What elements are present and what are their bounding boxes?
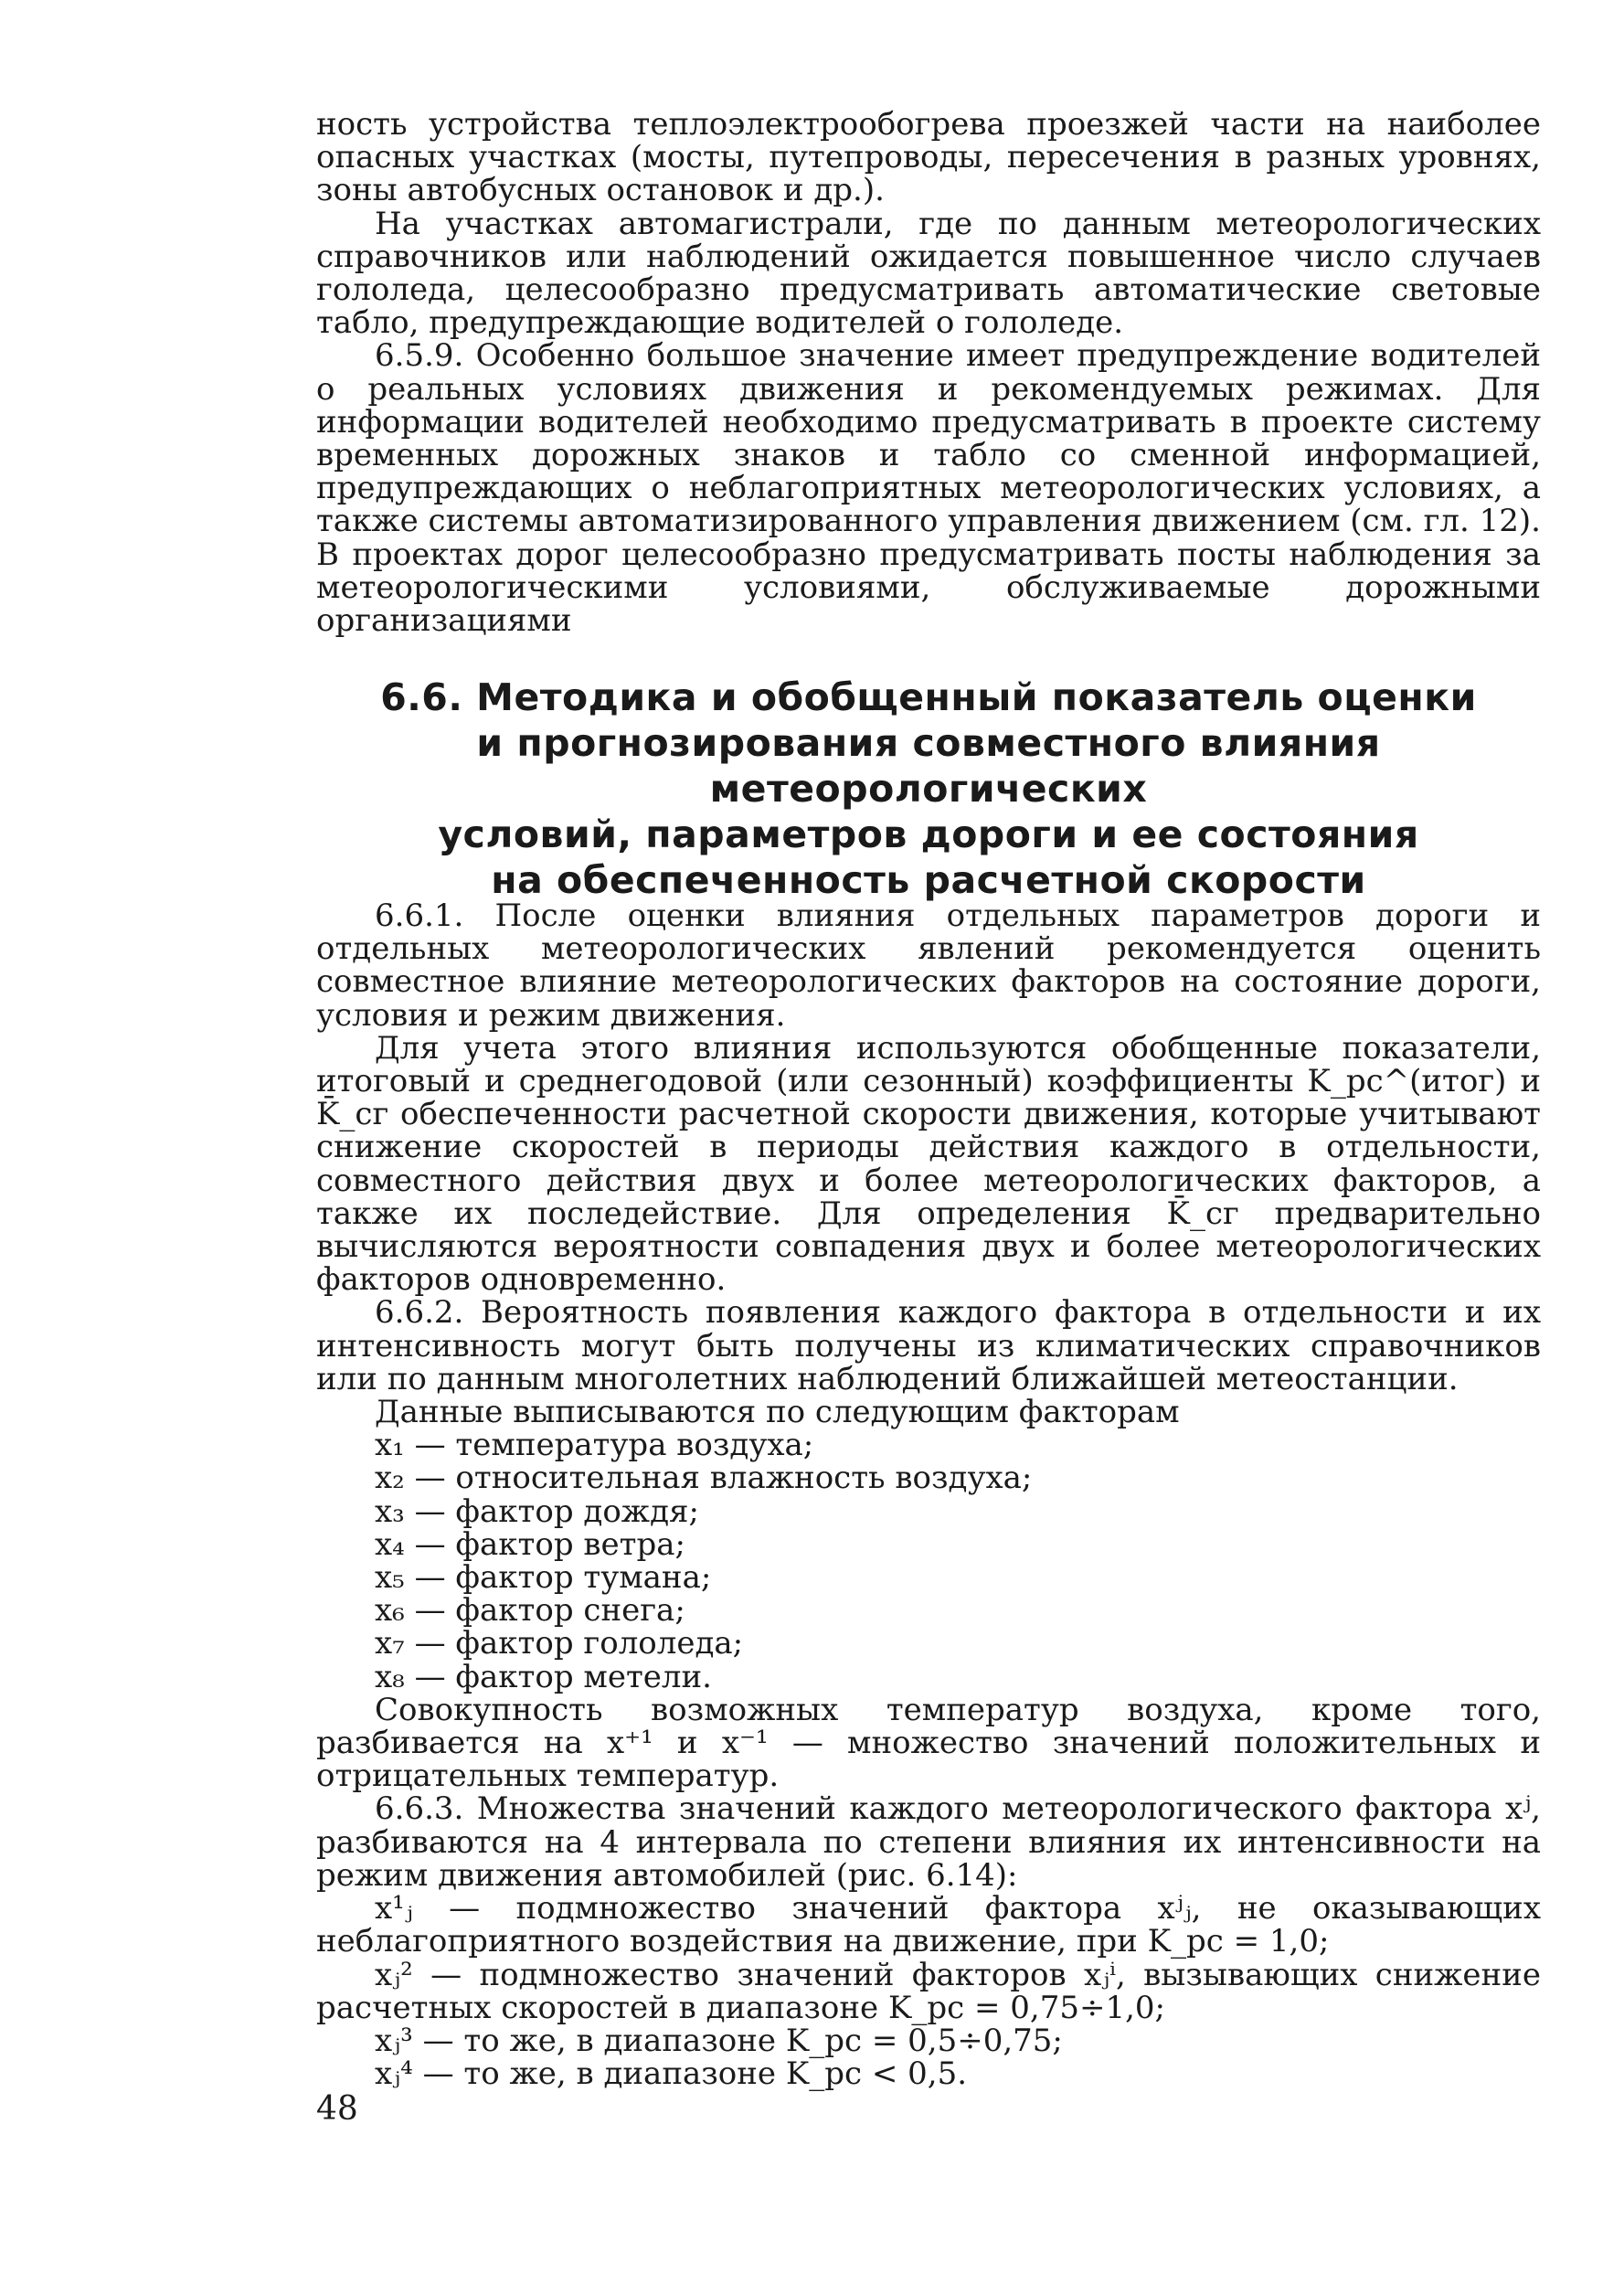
- heading-line: 6.6. Методика и обобщенный показатель оценки: [380, 675, 1477, 719]
- paragraph-6-6-2: 6.6.2. Вероятность появления каждого фактора в отдельности и их интенсивность могут быть получены из климатических справочников или по данным многолетних наблюдений ближайшей метеостанции.: [316, 1294, 1541, 1397]
- factor-list-item: x₄ — фактор ветра;: [375, 1525, 685, 1563]
- page-number: 48: [316, 2090, 358, 2128]
- heading-line: и прогнозирования совместного влияния метеорологических: [476, 721, 1381, 811]
- paragraph-6-5-9: 6.5.9. Особенно большое значение имеет предупреждение водителей о реальных условиях движения и рекомендуемых режимах. Для информации водителей необходимо предусматривать в проекте систему временных дорожных знаков и табло со сменной информацией, предупреждающих о неблагоприятных метеорологических условиях, а также системы автоматизированного управления движением (см. гл. 12). В проектах дорог целесообразно предусматривать посты наблюдения за метеорологическими условиями, обслуживаемые дорожными организациями: [316, 337, 1541, 640]
- section-text-block: [316, 897, 1541, 2093]
- factor-list-item: x₃ — фактор дождя;: [375, 1492, 699, 1530]
- factor-list-item: x₈ — фактор метели.: [375, 1658, 712, 1695]
- factor-list-item: x₁ — температура воздуха;: [375, 1427, 814, 1464]
- factor-list-item: x₆ — фактор снега;: [375, 1592, 685, 1630]
- top-text-block: [316, 106, 1541, 640]
- section-heading: [316, 674, 1541, 903]
- paragraph-continuation: ность устройства теплоэлектрообогрева проезжей части на наиболее опасных участках (мосты, путепроводы, пересечения в разных уровнях, зоны автобусных остановок и др.).: [316, 106, 1541, 209]
- subset-definition: xⱼ⁴ — то же, в диапазоне K_рс < 0,5.: [375, 2055, 968, 2093]
- paragraph-6-6-1: 6.6.1. После оценки влияния отдельных параметров дороги и отдельных метеорологических явлений рекомендуется оценить совместное влияние метеорологических факторов на состояние дороги, условия и режим движения.: [316, 897, 1541, 1034]
- paragraph-factors-intro: Данные выписываются по следующим факторам: [375, 1394, 1180, 1431]
- paragraph-ice-warning-signs: На участках автомагистрали, где по данным метеорологических справочников или наблюдений ожидается повышенное число случаев гололеда, целесообразно предусматривать автоматические световые табло, предупреждающие водителей о гололеде.: [316, 205, 1541, 342]
- subset-definition: xⱼ³ — то же, в диапазоне K_рс = 0,5÷0,75;: [375, 2022, 1063, 2059]
- factor-list-item: x₅ — фактор тумана;: [375, 1559, 712, 1597]
- heading-line: условий, параметров дороги и ее состояния: [438, 812, 1419, 856]
- paragraph-temperature-sets: Совокупность возможных температур воздуха, кроме того, разбивается на x⁺¹ и x⁻¹ — множество значений положительных и отрицательных температур.: [316, 1691, 1541, 1795]
- subset-definition: xⱼ² — подмножество значений факторов xⱼⁱ, вызывающих снижение расчетных скоростей в диапазоне K_рс = 0,75÷1,0;: [316, 1956, 1541, 2026]
- paragraph-generalized-indicators: Для учета этого влияния используются обобщенные показатели, итоговый и среднегодовой (или сезонный) коэффициенты K_рс^(итог) и K̄_сг обеспеченности расчетной скорости движения, которые учитывают снижение скоростей в периоды действия каждого в отдельности, совместного действия двух и более метеорологических факторов, а также их последействие. Для определения K̄_сг предварительно вычисляются вероятности совпадения двух и более метеорологических факторов одновременно.: [316, 1029, 1541, 1299]
- subset-definition: x¹ⱼ — подмножество значений фактора xʲⱼ, не оказывающих неблагоприятного воздействия на движение, при K_рс = 1,0;: [316, 1890, 1541, 1960]
- factor-list-item: x₇ — фактор гололеда;: [375, 1625, 744, 1662]
- heading-line: на обеспеченность расчетной скорости: [491, 858, 1366, 902]
- paragraph-6-6-3: 6.6.3. Множества значений каждого метеорологического фактора xʲ, разбиваются на 4 интервала по степени влияния их интенсивности на режим движения автомобилей (рис. 6.14):: [316, 1790, 1541, 1894]
- factor-list-item: x₂ — относительная влажность воздуха;: [375, 1460, 1033, 1497]
